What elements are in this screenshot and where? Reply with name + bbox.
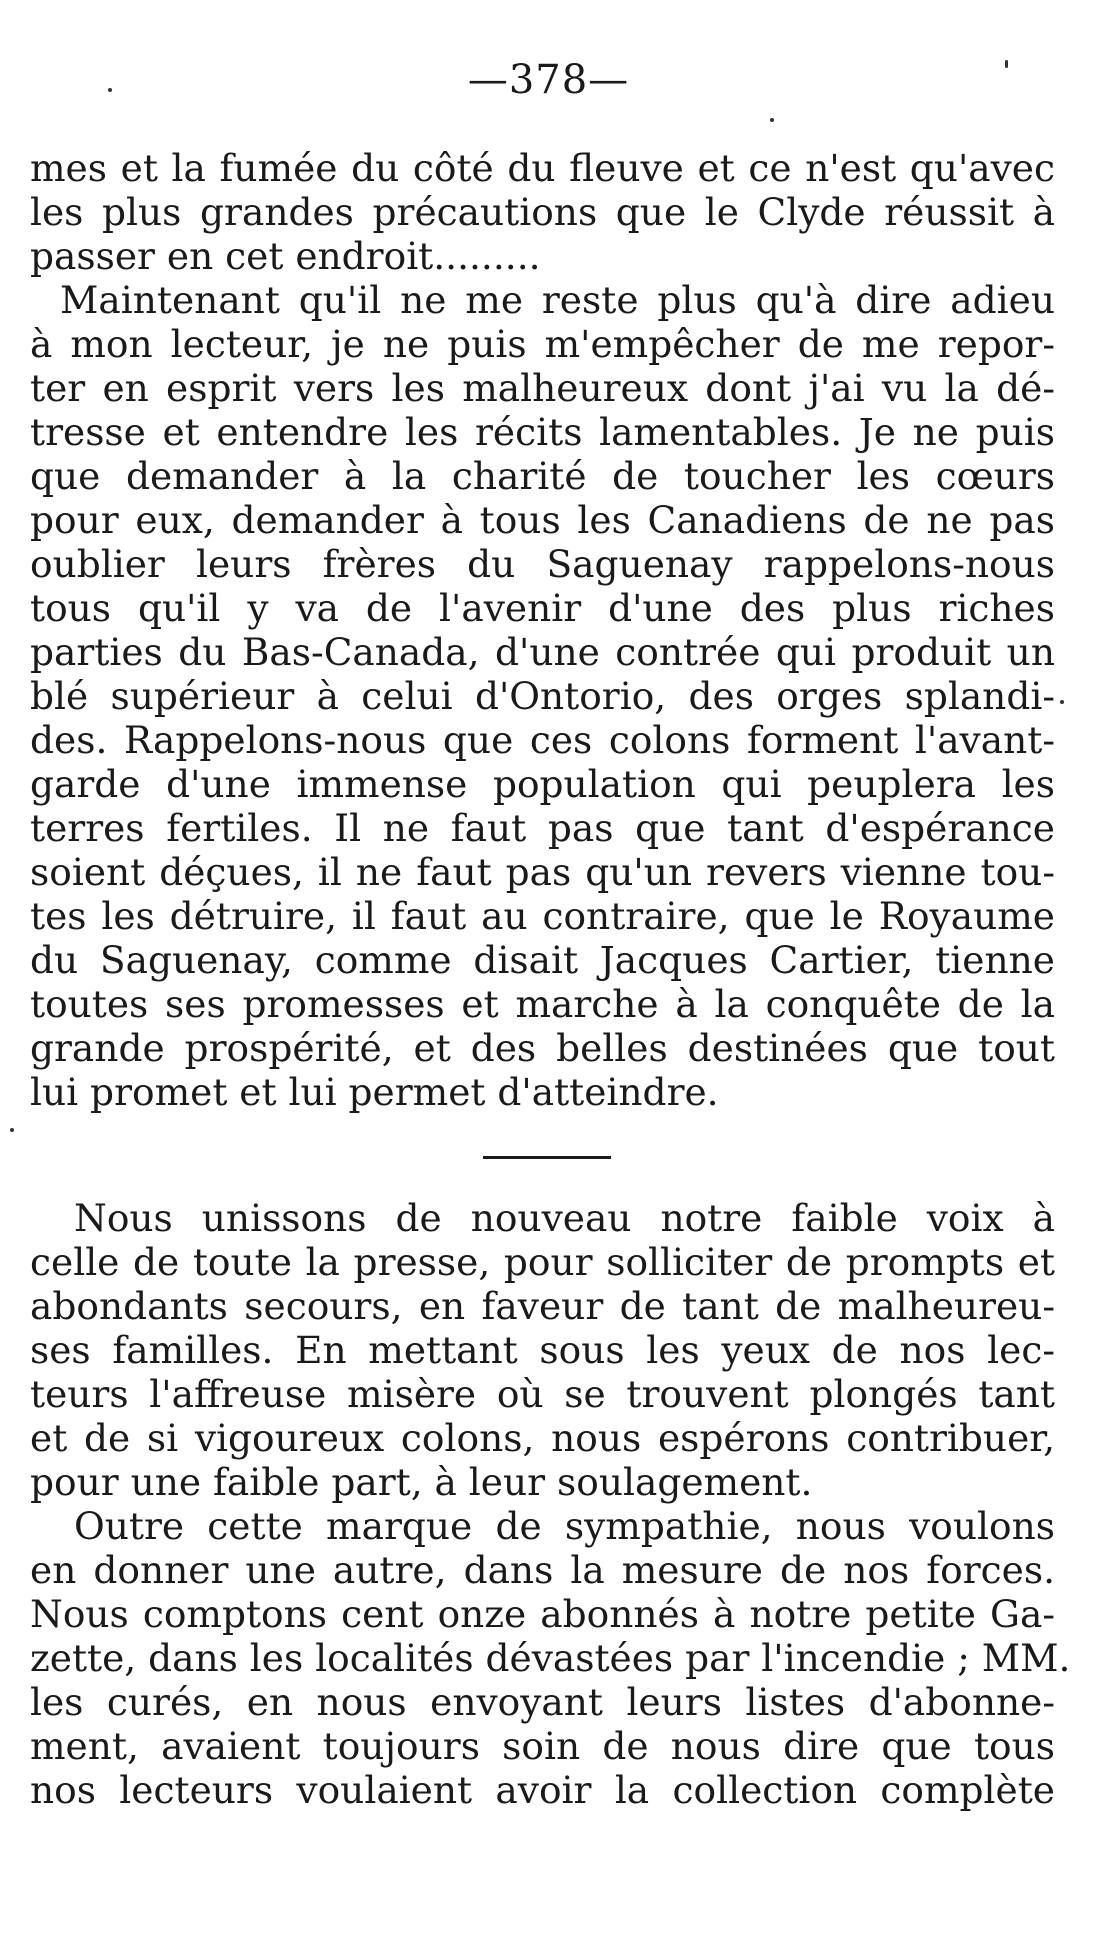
- text-line: blé supérieur à celui d'Ontorio, des orges splandi-: [30, 674, 1055, 718]
- text-line: ses familles. En mettant sous les yeux de nos lec-: [30, 1328, 1055, 1372]
- text-line: Nous comptons cent onze abonnés à notre petite Ga-: [30, 1592, 1055, 1636]
- text-line: des. Rappelons-nous que ces colons forment l'avant-: [30, 718, 1055, 762]
- text-line: oublier leurs frères du Saguenay rappelons-nous: [30, 542, 1055, 586]
- text-line: teurs l'affreuse misère où se trouvent plongés tant: [30, 1372, 1055, 1416]
- text-line: tresse et entendre les récits lamentables. Je ne puis: [30, 410, 1055, 454]
- text-line: pour une faible part, à leur soulagement.: [30, 1460, 813, 1504]
- text-line: et de si vigoureux colons, nous espérons contribuer,: [30, 1416, 1055, 1460]
- text-line: abondants secours, en faveur de tant de malheureu-: [30, 1284, 1055, 1328]
- text-line: Maintenant qu'il ne me reste plus qu'à dire adieu: [60, 278, 1055, 322]
- text-line: que demander à la charité de toucher les cœurs: [30, 454, 1055, 498]
- text-line: Nous unissons de nouveau notre faible voix à: [74, 1196, 1055, 1240]
- text-line: celle de toute la presse, pour solliciter de prompts et: [30, 1240, 1055, 1284]
- text-line: mes et la fumée du côté du fleuve et ce n'est qu'avec: [30, 146, 1055, 190]
- scan-speck: [108, 88, 112, 92]
- text-line: terres fertiles. Il ne faut pas que tant d'espérance: [30, 806, 1055, 850]
- text-line: nos lecteurs voulaient avoir la collection complète: [30, 1768, 1055, 1812]
- text-line: grande prospérité, et des belles destinées que tout: [30, 1026, 1055, 1070]
- text-line: les plus grandes précautions que le Clyde réussit à: [30, 190, 1055, 234]
- text-line: Outre cette marque de sympathie, nous voulons: [74, 1504, 1055, 1548]
- text-line: soient déçues, il ne faut pas qu'un revers vienne tou-: [30, 850, 1055, 894]
- text-section-2: [30, 1196, 1071, 1812]
- text-line: garde d'une immense population qui peuplera les: [30, 762, 1055, 806]
- text-line: parties du Bas-Canada, d'une contrée qui produit un: [30, 630, 1055, 674]
- text-line: zette, dans les localités dévastées par l'incendie ; MM.: [30, 1636, 1071, 1680]
- text-line: toutes ses promesses et marche à la conquête de la: [30, 982, 1055, 1026]
- page-number: —378—: [467, 57, 630, 103]
- text-line: lui promet et lui permet d'atteindre.: [30, 1070, 719, 1114]
- text-line: à mon lecteur, je ne puis m'empêcher de me repor-: [30, 322, 1055, 366]
- text-line: pour eux, demander à tous les Canadiens de ne pas: [30, 498, 1055, 542]
- scan-speck: [10, 1128, 14, 1132]
- scan-speck: [770, 118, 774, 122]
- text-line: les curés, en nous envoyant leurs listes d'abonne-: [30, 1680, 1055, 1724]
- text-line: tous qu'il y va de l'avenir d'une des plus riches: [30, 586, 1055, 630]
- scan-speck: [1060, 700, 1064, 704]
- text-line: ment, avaient toujours soin de nous dire que tous: [30, 1724, 1055, 1768]
- section-separator: [483, 1156, 611, 1159]
- text-line: ter en esprit vers les malheureux dont j'ai vu la dé-: [30, 366, 1055, 410]
- text-line: en donner une autre, dans la mesure de nos forces.: [30, 1548, 1055, 1592]
- text-section-1: [30, 146, 1055, 1114]
- text-line: du Saguenay, comme disait Jacques Cartier, tienne: [30, 938, 1055, 982]
- text-line: tes les détruire, il faut au contraire, que le Royaume: [30, 894, 1055, 938]
- text-line: passer en cet endroit.........: [30, 234, 541, 278]
- scan-speck: [1005, 60, 1008, 68]
